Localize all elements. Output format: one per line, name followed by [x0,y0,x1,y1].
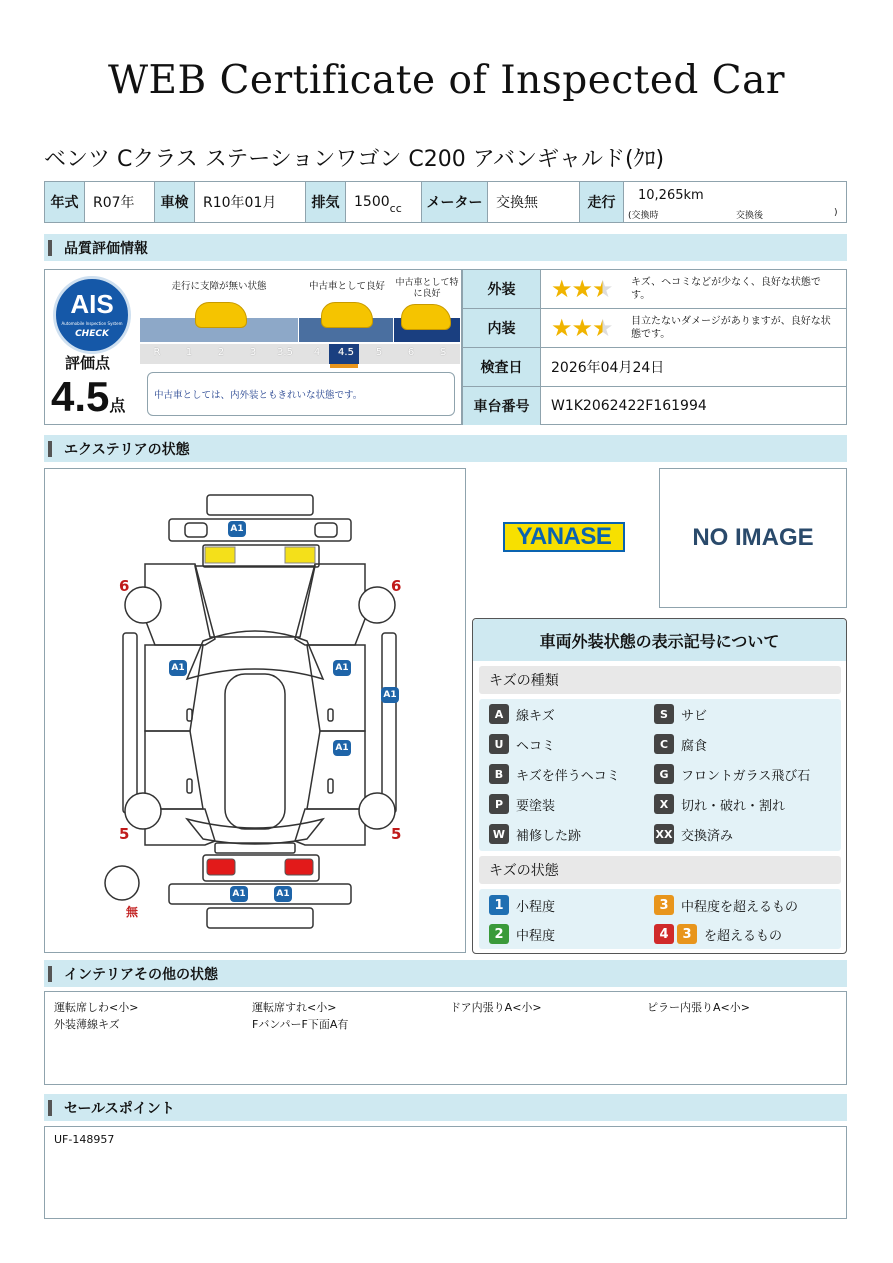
displacement-cell [346,182,422,222]
legend-type-item [489,704,555,724]
legend-type-code: C [654,734,674,754]
ais-logo-sub: Automobile Inspection System [61,321,123,326]
rear-bumper-lower [207,908,313,928]
legend-type-code: W [489,824,509,844]
state-label-3: 中程度を超えるもの [681,899,799,915]
legend-type-item [489,734,555,754]
grade-scale-labels [140,344,460,364]
state-code-1: 1 [489,895,509,915]
inspection-date-value: 2026年04月24日 [551,360,665,376]
legend-type-item [654,734,707,754]
grade-scale-label: 1 [185,347,193,358]
grade-scale-marker [330,364,358,368]
state-label-4: を超えるもの [704,928,783,944]
mileage-note-close: ) [834,208,838,218]
grade-scale-label: 4.5 [338,347,354,358]
legend-type-code: X [654,794,674,814]
tire-front-right [359,587,395,623]
car-icon-mid [321,302,373,328]
legend-type-label: 線キズ [516,708,555,724]
legend-type-label: 要塗装 [516,798,556,814]
exterior-row [463,270,846,309]
legend-type-item [654,764,810,784]
inspection-label: 車検 [155,182,195,222]
year-value: R07年 [85,182,155,222]
front-bumper-top [207,495,313,515]
section-sales: セールスポイント [44,1094,847,1121]
inspection-date-label: 検査日 [463,348,541,386]
car-icon-low [195,302,247,328]
windshield [187,631,323,679]
state-item-3 [654,895,798,915]
legend-type-label: 補修した跡 [516,828,582,844]
grade-scale-label: S [439,347,447,358]
interior-item: ドア内張りA<小> [450,1001,542,1014]
vin-value: W1K2062422F161994 [551,398,707,414]
legend-type-item [654,704,707,724]
tire-rear-left [125,793,161,829]
legend-type-label: 腐食 [681,738,708,754]
mileage-note-before: (交換時 [628,211,659,221]
legend-type-label: 交換済み [681,828,734,844]
year-label: 年式 [45,182,85,222]
no-image-placeholder: NO IMAGE [659,468,847,608]
interior-item: 運転席しわ<小> [54,1001,139,1014]
front-fender-right [295,564,365,645]
tire-rear-left-value: 5 [119,825,130,843]
exterior-stars: ★★★ [551,275,613,303]
section-interior: インテリアその他の状態 [44,960,847,987]
legend-type-label: フロントガラス飛び石 [681,768,811,784]
state-code-2: 2 [489,924,509,944]
car-icon-high [401,304,451,330]
section-exterior: エクステリアの状態 [44,435,847,462]
inspection-date-row [463,348,846,387]
interior-item: FバンパーF下面A有 [252,1018,349,1031]
grade-unit: 点 [109,398,126,415]
front-door-left [145,645,203,731]
damage-mark-front-door-left: A1 [169,660,187,676]
roof [225,674,285,829]
interior-item: ピラー内張りA<小> [647,1001,750,1014]
interior-item: 運転席すれ<小> [252,1001,337,1014]
legend-type-code: XX [654,824,674,844]
legend-type-item [489,824,581,844]
scale-header-2: 中古車として良好 [308,281,385,292]
damage-mark-front-door-right: A1 [333,660,351,676]
ais-logo-text: AIS [70,289,114,319]
mileage-value: 10,265km [638,188,704,203]
legend-type-item [489,764,620,784]
rear-window [187,819,323,844]
interior-note: 目立たないダメージがありますが、良好な状態です。 [631,316,831,340]
grade-scale-label: 4 [313,347,321,358]
meter-value: 交換無 [488,182,580,222]
meter-label: メーター [422,182,488,222]
grade-value: 4.5 [51,373,110,420]
ais-check: CHECK [75,329,109,339]
interior-item: 外装薄線キズ [54,1018,120,1031]
legend-type-label: ヘコミ [516,738,556,754]
sales-box [44,1126,847,1219]
damage-mark-rear-door-right: A1 [333,740,351,756]
exterior-note: キズ、ヘコミなどが少なく、良好な状態です。 [631,277,821,301]
damage-mark-front-bumper: A1 [228,521,246,537]
legend-type-code: B [489,764,509,784]
legend-type-label: サビ [681,708,708,724]
exterior-rating [541,270,846,308]
state-label-2: 中程度 [516,928,556,944]
legend-type-label: キズを伴うヘコミ [516,768,620,784]
grade-scale-label: 3 [249,347,257,358]
mileage-note-after: 交換後 [736,211,764,221]
inspection-value: R10年01月 [195,182,306,222]
interior-rating [541,309,846,347]
interior-stars: ★★★ [551,314,613,342]
tire-rear-right [359,793,395,829]
state-code-3: 3 [654,895,674,915]
spare-tire-value: 無 [126,905,139,919]
state-item-2 [489,924,555,944]
mileage-cell [624,182,846,222]
legend-type-code: U [489,734,509,754]
legend-type-item [654,824,733,844]
grade-scale-label: 2 [217,347,225,358]
interior-box [44,991,847,1085]
legend-types-title: キズの種類 [479,666,841,694]
grade-value-wrap [51,374,125,430]
legend-type-code: P [489,794,509,814]
grade-comment: 中古車としては、内外装ともきれいな状態です。 [147,372,455,416]
legend-type-code: S [654,704,674,724]
spec-row [44,181,847,223]
legend-type-code: A [489,704,509,724]
legend-type-label: 切れ・破れ・割れ [681,798,786,814]
legend-type-item [489,794,555,814]
scale-header-1: 走行に支障が無い状態 [171,281,267,292]
grade-scale-label: 3.5 [277,347,293,358]
scale-header-3: 中古車として特に良好 [395,278,459,299]
tire-front-left [125,587,161,623]
displacement-label: 排気 [306,182,346,222]
exterior-label: 外装 [463,270,541,308]
interior-row [463,309,846,348]
side-sill-right [382,633,396,813]
hood [195,566,315,637]
damage-mark-rear-bumper-1: A1 [230,886,248,902]
tire-rear-right-value: 5 [391,825,402,843]
legend-title: 車両外装状態の表示記号について [473,619,846,661]
section-quality: 品質評価情報 [44,234,847,261]
exterior-diagram [44,468,466,953]
legend-type-code: G [654,764,674,784]
damage-mark-sill-right: A1 [381,687,399,703]
side-sill-left [123,633,137,813]
page-title: WEB Certificate of Inspected Car [107,58,786,103]
grade-scale-label: R [153,347,161,358]
quality-table [462,269,847,425]
damage-legend [472,618,847,954]
car-name: ベンツ Cクラス ステーションワゴン C200 アバンギャルド(ｸﾛ) [44,147,665,172]
grade-scale-label: 5 [375,347,383,358]
ais-logo [53,276,131,354]
tire-front-right-value: 6 [391,577,402,595]
car-diagram-svg [45,469,465,952]
state-item-4 [654,924,782,944]
state-label-1: 小程度 [516,899,556,915]
rear-bumper [169,884,351,904]
legend-state-title: キズの状態 [479,856,841,884]
grade-label: 評価点 [65,354,111,372]
tire-front-left-value: 6 [119,577,130,595]
mileage-label: 走行 [580,182,624,222]
interior-label: 内装 [463,309,541,347]
state-item-1 [489,895,555,915]
spare-tire [105,866,139,900]
displacement-value: 1500 [354,194,390,210]
damage-mark-rear-bumper-2: A1 [274,886,292,902]
quality-grade-box [44,269,462,425]
sales-text: UF-148957 [54,1133,115,1146]
legend-type-item [654,794,785,814]
vin-label: 車台番号 [463,387,541,425]
vin-row [463,387,846,425]
state-code-4: 4 [654,924,674,944]
grade-scale-label: 6 [407,347,415,358]
front-door-right [307,645,365,731]
dealer-logo: YANASE [503,522,625,552]
displacement-unit: cc [389,201,402,215]
state-code-4b: 3 [677,924,697,944]
